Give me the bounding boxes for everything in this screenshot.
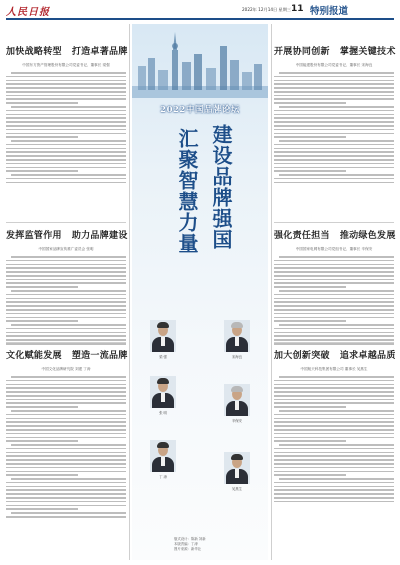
text-line [6, 493, 126, 495]
text-line [274, 305, 394, 307]
portrait-caption: 丁 涛 [159, 475, 167, 479]
text-line [11, 324, 126, 326]
text-line [274, 448, 394, 450]
text-line [6, 429, 126, 431]
text-line [279, 324, 394, 326]
article-body [274, 72, 394, 183]
article-byline: 中国文化品牌研究院 刘建 丁涛 [41, 367, 91, 371]
text-line [274, 102, 346, 104]
text-line [6, 406, 78, 408]
text-line [274, 83, 394, 85]
text-line [6, 391, 126, 393]
text-line [6, 167, 126, 169]
portrait-photo [224, 320, 250, 352]
text-line [6, 437, 126, 439]
article-3 [6, 348, 126, 520]
page-credits [174, 537, 234, 552]
slogan-left: 汇聚智慧力量 [175, 128, 199, 254]
article-headline: 加大创新突破 追求卓越品质 [274, 351, 396, 361]
masthead-rule [6, 18, 394, 20]
text-line [279, 376, 394, 378]
credit-line: 版式设计：陈新 刘新 [174, 537, 206, 541]
text-line [6, 448, 126, 450]
text-line [6, 159, 126, 161]
text-line [274, 440, 346, 442]
text-line [6, 414, 126, 416]
article-byline: 中国国家电网有限公司党组书记、董事长 辛保安 [295, 247, 373, 251]
text-line [274, 133, 394, 135]
text-line [6, 402, 126, 404]
text-line [274, 163, 394, 165]
text-line [274, 343, 394, 345]
text-line [6, 163, 126, 165]
text-line [274, 474, 346, 476]
text-line [6, 425, 126, 427]
text-line [274, 114, 394, 116]
article-byline: 中国国家品牌宣传推广委员会 张明 [38, 247, 94, 251]
text-line [6, 421, 126, 423]
text-line [6, 455, 126, 457]
article-4 [274, 44, 394, 185]
text-line [11, 444, 126, 446]
portrait-photo [150, 440, 176, 472]
text-line [274, 320, 346, 322]
text-line [6, 87, 126, 89]
text-line [274, 279, 394, 281]
text-line [6, 301, 126, 303]
text-line [279, 444, 394, 446]
text-line [274, 178, 394, 180]
text-line [6, 129, 126, 131]
column-divider [129, 24, 130, 560]
text-line [274, 414, 394, 416]
text-line [274, 489, 394, 491]
text-line [274, 121, 394, 123]
forum-feature [132, 24, 268, 560]
portrait-photo [150, 376, 176, 408]
text-line [6, 117, 126, 119]
article-body [274, 376, 394, 502]
forum-title: 2022中国品牌论坛 [160, 105, 240, 115]
text-line [6, 433, 126, 435]
portrait-photo [150, 320, 176, 352]
text-line [6, 384, 126, 386]
text-line [6, 305, 126, 307]
text-line [274, 91, 394, 93]
portrait-caption: 吴燕生 [231, 487, 243, 491]
credit-line: 本版责编：丁涛 [174, 542, 198, 546]
text-line [274, 294, 394, 296]
text-line [274, 95, 394, 97]
text-line [6, 136, 78, 138]
text-line [274, 482, 394, 484]
text-line [274, 335, 394, 337]
text-line [274, 170, 346, 172]
text-line [274, 271, 394, 273]
text-line [279, 290, 394, 292]
section-title: 特别报道 [310, 6, 349, 17]
text-line [274, 387, 394, 389]
article-byline: 中国能建股份有限公司党委书记、董事长 宋海良 [295, 63, 373, 67]
text-line [274, 282, 394, 284]
text-line [6, 286, 78, 288]
portrait-caption: 梁 强 [159, 355, 167, 359]
text-line [274, 486, 394, 488]
text-line [6, 328, 126, 330]
text-line [6, 505, 126, 507]
text-line [6, 320, 78, 322]
text-line [274, 298, 394, 300]
text-line [274, 493, 394, 495]
text-line [274, 110, 394, 112]
section-divider [6, 222, 126, 223]
text-line [274, 76, 394, 78]
text-line [11, 512, 126, 514]
credit-line: 图片来源：新华社 [174, 547, 202, 551]
text-line [274, 425, 394, 427]
text-line [274, 339, 394, 341]
text-line [274, 182, 394, 184]
text-line [6, 418, 126, 420]
section-divider [274, 222, 394, 223]
text-line [6, 133, 126, 135]
text-line [11, 140, 126, 142]
text-line [11, 174, 126, 176]
article-byline: 中国航天科技集团有限公司 董事长 吴燕生 [300, 367, 368, 371]
article-5 [274, 228, 394, 347]
portrait-caption: 宋海良 [231, 355, 243, 359]
text-line [6, 452, 126, 454]
article-body [6, 256, 126, 345]
text-line [274, 467, 394, 469]
text-line [6, 170, 78, 172]
text-line [274, 313, 394, 315]
portrait-caption: 辛保安 [231, 419, 243, 423]
text-line [6, 467, 126, 469]
text-line [279, 140, 394, 142]
text-line [274, 136, 346, 138]
article-headline: 开展协同创新 掌握关键技术 [274, 47, 396, 57]
text-line [279, 256, 394, 258]
text-line [279, 72, 394, 74]
text-line [274, 80, 394, 82]
text-line [6, 459, 126, 461]
text-line [6, 317, 126, 319]
text-line [11, 410, 126, 412]
text-line [274, 429, 394, 431]
text-line [274, 332, 394, 334]
text-line [274, 151, 394, 153]
text-line [6, 178, 126, 180]
column-divider [271, 24, 272, 560]
text-line [6, 279, 126, 281]
text-line [274, 459, 394, 461]
text-line [274, 264, 394, 266]
text-line [6, 267, 126, 269]
text-line [6, 332, 126, 334]
portrait-photo [224, 384, 250, 416]
text-line [279, 410, 394, 412]
text-line [6, 182, 126, 184]
text-line [274, 380, 394, 382]
text-line [6, 474, 78, 476]
text-line [6, 482, 126, 484]
text-line [274, 328, 394, 330]
page-number: 11 [291, 4, 304, 14]
text-line [274, 275, 394, 277]
text-line [6, 489, 126, 491]
text-line [6, 275, 126, 277]
text-line [6, 80, 126, 82]
text-line [274, 144, 394, 146]
text-line [274, 471, 394, 473]
text-line [279, 106, 394, 108]
article-body [6, 376, 126, 518]
text-line [274, 286, 346, 288]
text-line [274, 501, 394, 503]
text-line [6, 463, 126, 465]
text-line [274, 406, 346, 408]
text-line [274, 98, 394, 100]
text-line [11, 106, 126, 108]
article-6 [274, 348, 394, 505]
text-line [6, 95, 126, 97]
text-line [6, 98, 126, 100]
text-line [6, 339, 126, 341]
text-line [274, 399, 394, 401]
article-headline: 强化责任担当 推动绿色发展 [274, 231, 396, 241]
text-line [274, 317, 394, 319]
text-line [6, 387, 126, 389]
text-line [274, 167, 394, 169]
text-line [6, 121, 126, 123]
text-line [6, 271, 126, 273]
article-byline: 中国东方资产管理股份有限公司党委书记、董事长 梁强 [22, 63, 110, 67]
text-line [6, 497, 126, 499]
text-line [6, 298, 126, 300]
text-line [6, 471, 126, 473]
text-line [274, 455, 394, 457]
slogan-right: 建设品牌强国 [209, 124, 233, 250]
text-line [274, 129, 394, 131]
newspaper-logo: 人民日报 [6, 7, 50, 18]
text-line [6, 110, 126, 112]
article-1 [6, 44, 126, 185]
text-line [6, 486, 126, 488]
text-line [274, 437, 394, 439]
text-line [6, 114, 126, 116]
text-line [6, 125, 126, 127]
text-line [279, 478, 394, 480]
text-line [274, 391, 394, 393]
article-body [6, 72, 126, 183]
text-line [274, 418, 394, 420]
text-line [6, 260, 126, 262]
article-body [274, 256, 394, 345]
text-line [6, 395, 126, 397]
text-line [274, 117, 394, 119]
text-line [6, 309, 126, 311]
text-line [6, 399, 126, 401]
issue-date: 2022年 12月14日 星期三 [242, 7, 292, 12]
text-line [6, 282, 126, 284]
text-line [6, 313, 126, 315]
text-line [274, 421, 394, 423]
text-line [274, 402, 394, 404]
text-line [274, 497, 394, 499]
text-line [6, 148, 126, 150]
text-line [6, 440, 78, 442]
text-line [274, 159, 394, 161]
portrait-photo [224, 452, 250, 484]
text-line [274, 463, 394, 465]
text-line [274, 301, 394, 303]
article-2 [6, 228, 126, 347]
text-line [6, 83, 126, 85]
text-line [279, 174, 394, 176]
article-headline: 文化赋能发展 塑造一流品牌 [6, 351, 128, 361]
text-line [6, 155, 126, 157]
text-line [274, 395, 394, 397]
text-line [6, 91, 126, 93]
text-line [274, 309, 394, 311]
text-line [6, 380, 126, 382]
text-line [11, 376, 126, 378]
text-line [6, 294, 126, 296]
text-line [274, 452, 394, 454]
text-line [6, 343, 126, 345]
text-line [11, 478, 126, 480]
text-line [274, 260, 394, 262]
text-line [274, 155, 394, 157]
text-line [6, 335, 126, 337]
text-line [274, 125, 394, 127]
text-line [274, 433, 394, 435]
text-line [6, 501, 126, 503]
text-line [6, 102, 78, 104]
text-line [6, 508, 78, 510]
article-headline: 发挥监管作用 助力品牌建设 [6, 231, 128, 241]
text-line [274, 267, 394, 269]
text-line [6, 76, 126, 78]
text-line [11, 256, 126, 258]
portrait-caption: 张 明 [159, 411, 167, 415]
text-line [274, 148, 394, 150]
text-line [11, 290, 126, 292]
text-line [274, 87, 394, 89]
text-line [6, 151, 126, 153]
text-line [6, 516, 126, 518]
text-line [6, 144, 126, 146]
masthead [6, 3, 394, 17]
text-line [274, 384, 394, 386]
text-line [11, 72, 126, 74]
text-line [6, 264, 126, 266]
article-headline: 加快战略转型 打造卓著品牌 [6, 47, 128, 57]
city-skyline-graphic [132, 28, 268, 98]
